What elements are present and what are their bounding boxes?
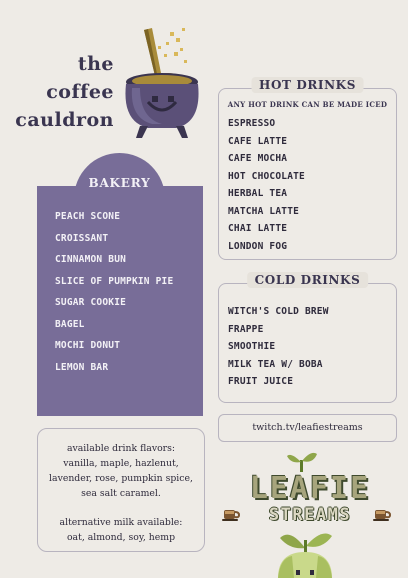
list-item: ESPRESSO <box>228 118 276 129</box>
list-item: SLICE OF PUMPKIN PIE <box>55 275 174 287</box>
list-item: CHAI LATTE <box>228 223 288 234</box>
list-item: CINNAMON BUN <box>55 254 127 265</box>
list-item: HERBAL TEA <box>228 188 288 199</box>
twitch-link[interactable]: twitch.tv/leafiestreams <box>218 414 397 442</box>
flavors-line: vanilla, maple, hazlenut, <box>63 458 179 469</box>
flavors-title: available drink flavors: <box>66 443 176 454</box>
flavors-line: sea salt caramel. <box>81 488 161 499</box>
list-item: FRUIT JUICE <box>228 376 294 387</box>
logo-title-line: the <box>77 53 114 75</box>
list-item: BAGEL <box>55 318 85 330</box>
list-item: CAFE LATTE <box>228 135 288 147</box>
logo-title-line: coffee <box>46 81 114 103</box>
logo-title-line: cauldron <box>15 109 114 131</box>
logo-title <box>15 50 114 134</box>
list-item: FRAPPE <box>228 323 264 335</box>
list-item: HOT CHOCOLATE <box>228 170 305 182</box>
list-item: WITCH'S COLD BREW <box>228 306 329 317</box>
list-item: SMOOTHIE <box>228 341 276 352</box>
flavors-line: lavender, rose, pumpkin spice, <box>49 473 193 484</box>
coffee-cup-icon <box>222 507 240 523</box>
hot-drinks-note: ANY HOT DRINK CAN BE MADE ICED <box>227 100 388 109</box>
bakery-title: BAKERY <box>88 176 151 190</box>
list-item: CAFE MOCHA <box>228 153 288 164</box>
list-item: CROISSANT <box>55 232 109 244</box>
bakery-list <box>55 206 173 378</box>
list-item: LEMON BAR <box>55 361 109 373</box>
cauldron-icon <box>118 22 204 140</box>
list-item: SUGAR COOKIE <box>55 297 127 308</box>
sprout-icon <box>287 450 317 472</box>
cold-drinks-title: COLD DRINKS <box>247 272 369 288</box>
flavors-panel <box>37 428 205 552</box>
milk-title: alternative milk available: <box>59 517 183 528</box>
list-item: PEACH SCONE <box>55 211 121 222</box>
list-item: LONDON FOG <box>228 240 288 252</box>
list-item: MATCHA LATTE <box>228 205 300 217</box>
list-item: MOCHI DONUT <box>55 340 121 351</box>
brand-word-streams: STREAMS <box>268 505 352 525</box>
cold-drinks-list <box>228 303 329 391</box>
brand-word-leafie: LEAFIE <box>249 471 371 506</box>
leaf-character-icon <box>270 528 340 578</box>
hot-drinks-panel <box>218 78 397 260</box>
cold-drinks-panel <box>218 273 397 403</box>
coffee-cup-icon <box>373 507 391 523</box>
hot-drinks-title: HOT DRINKS <box>251 77 364 93</box>
list-item: MILK TEA W/ BOBA <box>228 358 323 370</box>
hot-drinks-list <box>228 115 305 255</box>
milk-line: oat, almond, soy, hemp <box>66 532 176 543</box>
